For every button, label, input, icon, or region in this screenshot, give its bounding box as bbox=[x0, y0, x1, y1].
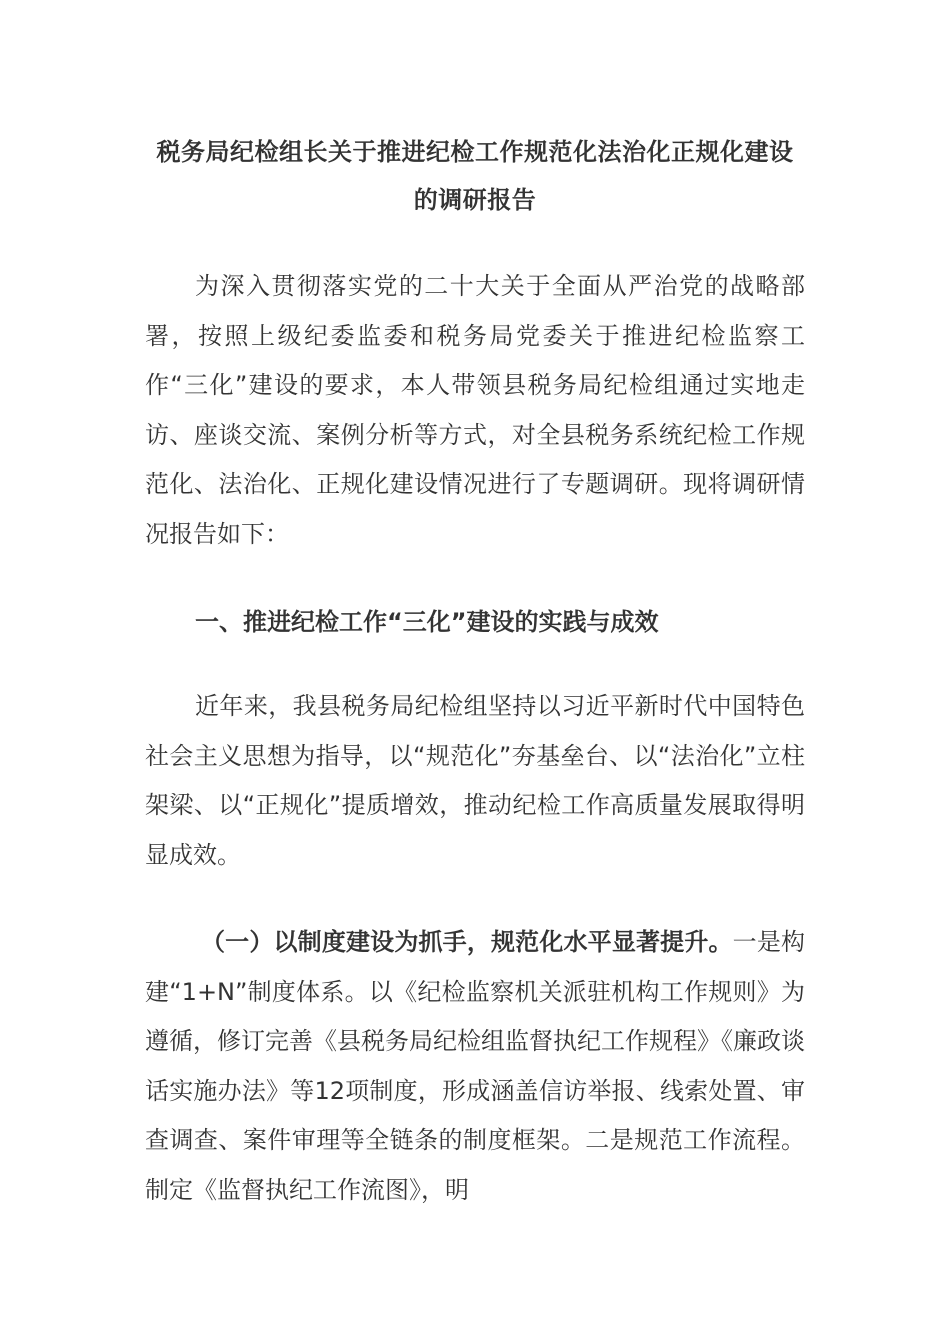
section-heading-1: 一、推进纪检工作“三化”建设的实践与成效 bbox=[195, 608, 659, 636]
subsection-1-body: 一是构建“1+N”制度体系。以《纪检监察机关派驻机构工作规则》为遵循，修订完善《县税务局纪检组监督执纪工作规程》《廉政谈话实施办法》等12项制度，形成涵盖信访举报、线索处置、审查调查、案件审理等全链条的制度框架。二是规范工作流程。制定《监督执纪工作流图》，明 bbox=[145, 928, 806, 1204]
subsection-1-lead: （一）以制度建设为抓手，规范化水平显著提升。 bbox=[201, 928, 733, 956]
subsection-1-paragraph bbox=[145, 918, 805, 1216]
section-1-paragraph: 近年来，我县税务局纪检组坚持以习近平新时代中国特色社会主义思想为指导，以“规范化”夯基垒台、以“法治化”立柱架梁、以“正规化”提质增效，推动纪检工作高质量发展取得明显成效。 bbox=[145, 692, 805, 869]
intro-paragraph: 为深入贯彻落实党的二十大关于全面从严治党的战略部署，按照上级纪委监委和税务局党委关于推进纪检监察工作“三化”建设的要求，本人带领县税务局纪检组通过实地走访、座谈交流、案例分析等方式，对全县税务系统纪检工作规范化、法治化、正规化建设情况进行了专题调研。现将调研情况报告如下： bbox=[145, 272, 805, 548]
document-title: 税务局纪检组长关于推进纪检工作规范化法治化正规化建设的调研报告 bbox=[156, 138, 794, 214]
